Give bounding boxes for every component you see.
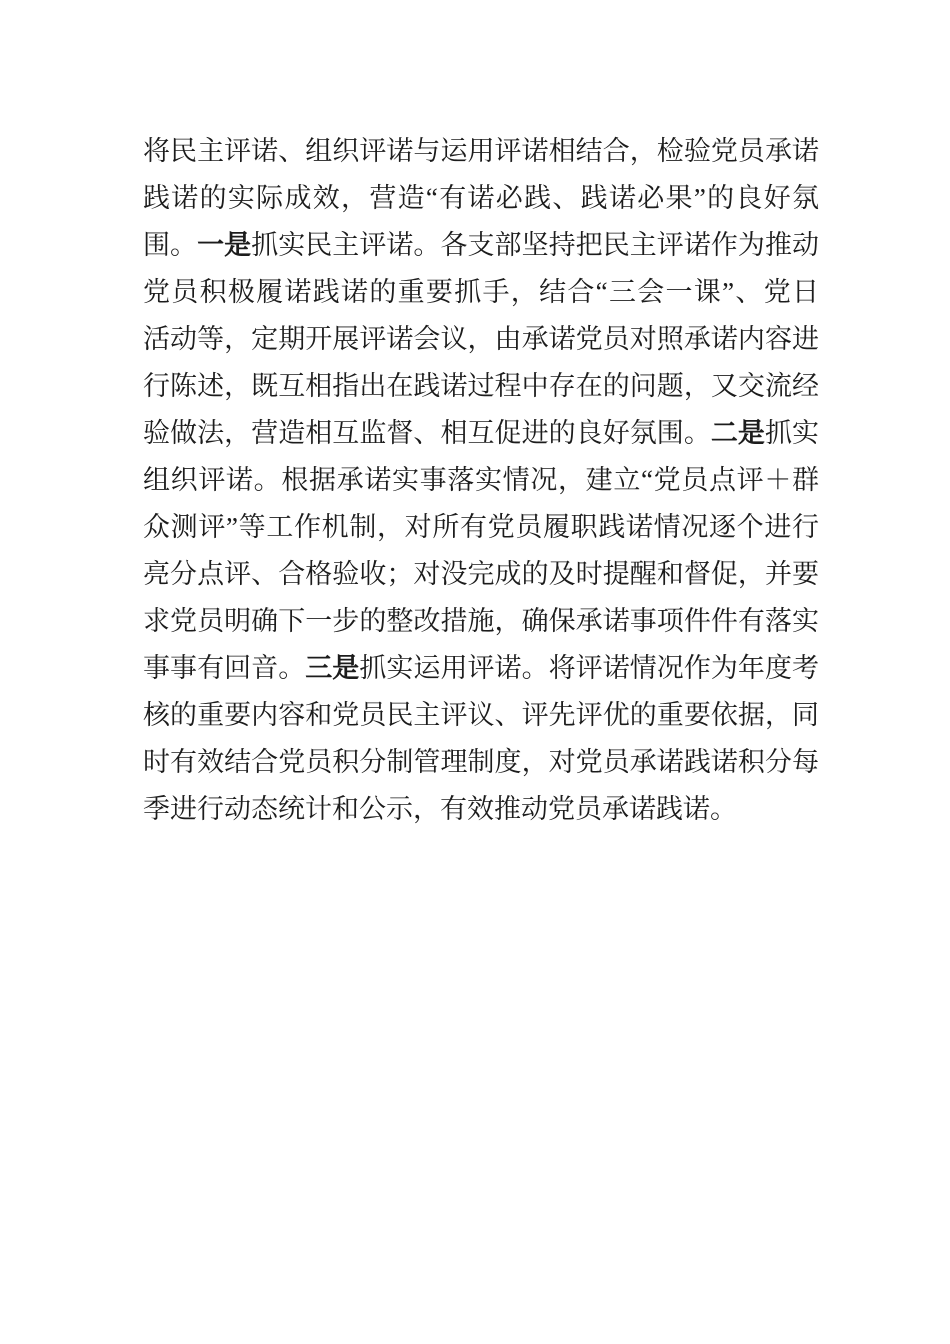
text-segment: 将民主评诺、组织评诺与运用评诺相结合，检验党员承诺 <box>143 136 819 166</box>
text-segment: 围。 <box>143 230 198 260</box>
text-line <box>143 598 819 645</box>
text-segment: 党员积极履诺践诺的重要抓手，结合“三会一课”、党日 <box>143 277 819 307</box>
bold-text-segment: 三是 <box>305 653 360 683</box>
text-line <box>143 692 819 739</box>
text-segment: 季进行动态统计和公示，有效推动党员承诺践诺。 <box>143 794 737 824</box>
text-segment: 事事有回音。 <box>143 653 306 683</box>
text-line <box>143 739 819 786</box>
bold-text-segment: 一是 <box>197 230 252 260</box>
text-segment: 众测评”等工作机制，对所有党员履职践诺情况逐个进行 <box>143 512 819 542</box>
text-segment: 抓实运用评诺。将评诺情况作为年度考 <box>359 653 820 683</box>
text-segment: 组织评诺。根据承诺实事落实情况，建立“党员点评＋群 <box>143 465 819 495</box>
text-segment: 行陈述，既互相指出在践诺过程中存在的问题，又交流经 <box>143 371 819 401</box>
text-line <box>143 457 819 504</box>
text-segment: 时有效结合党员积分制管理制度，对党员承诺践诺积分每 <box>143 747 819 777</box>
text-segment: 求党员明确下一步的整改措施，确保承诺事项件件有落实 <box>143 606 819 636</box>
text-segment: 核的重要内容和党员民主评议、评先评优的重要依据，同 <box>143 700 819 730</box>
text-line <box>143 316 819 363</box>
text-segment: 亮分点评、合格验收；对没完成的及时提醒和督促，并要 <box>143 559 819 589</box>
text-line <box>143 504 819 551</box>
text-line <box>143 786 819 833</box>
text-segment: 抓实民主评诺。各支部坚持把民主评诺作为推动 <box>251 230 820 260</box>
text-line <box>143 128 819 175</box>
text-segment: 活动等，定期开展评诺会议，由承诺党员对照承诺内容进 <box>143 324 819 354</box>
text-line <box>143 175 819 222</box>
text-line <box>143 645 819 692</box>
text-line <box>143 363 819 410</box>
text-segment: 践诺的实际成效，营造“有诺必践、践诺必果”的良好氛 <box>143 183 819 213</box>
text-segment: 抓实 <box>764 418 820 448</box>
text-line <box>143 269 819 316</box>
text-line <box>143 551 819 598</box>
paragraph-text-block <box>143 128 819 833</box>
bold-text-segment: 二是 <box>710 418 765 448</box>
text-line <box>143 410 819 457</box>
text-line <box>143 222 819 269</box>
text-segment: 验做法，营造相互监督、相互促进的良好氛围。 <box>143 418 711 448</box>
